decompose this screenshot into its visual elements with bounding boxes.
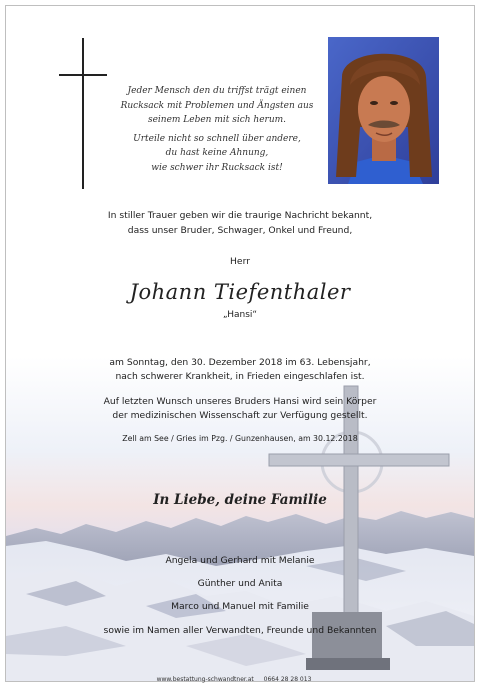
relative-entry: Marco und Manuel mit Familie xyxy=(171,601,309,613)
deceased-name: Johann Tiefenthaler xyxy=(129,280,351,304)
announcement-line: dass unser Bruder, Schwager, Onkel und Freund, xyxy=(127,224,353,236)
poem-line: seinem Leben mit sich herum. xyxy=(147,115,287,125)
body-donation-line: Auf letzten Wunsch unseres Bruders Hansi wird sein Körper xyxy=(103,396,377,407)
poem-line: wie schwer ihr Rucksack ist! xyxy=(151,162,283,173)
poem-line: Urteile nicht so schnell über andere, xyxy=(133,133,301,144)
family-signature: In Liebe, deine Familie xyxy=(153,492,327,508)
announcement-line: In stiller Trauer geben wir die traurige Nachricht bekannt, xyxy=(107,210,373,221)
obituary-card xyxy=(5,5,475,682)
portrait-photo xyxy=(328,37,439,184)
announcement xyxy=(6,209,474,238)
relative-entry: sowie im Namen aller Verwandten, Freunde und Bekannten xyxy=(103,624,377,636)
mourning-cross-horizontal xyxy=(59,74,107,76)
place-and-date: Zell am See / Gries im Pzg. / Gunzenhausen, am 30.12.2018 xyxy=(122,434,358,443)
footer-website: www.bestattung-schwandtner.at xyxy=(156,676,254,683)
mourning-cross-vertical xyxy=(82,38,84,189)
death-notice-line: nach schwerer Krankheit, in Frieden eingeschlafen ist. xyxy=(115,371,365,382)
relative-entry: Günther und Anita xyxy=(197,578,283,590)
nickname: „Hansi“ xyxy=(222,310,258,320)
poem-line: Jeder Mensch den du triffst trägt einen xyxy=(127,86,307,96)
body-donation-notice xyxy=(6,395,474,423)
footer xyxy=(0,676,468,683)
relatives-list xyxy=(6,549,474,642)
body-donation-line: der medizinischen Wissenschaft zur Verfügung gestellt. xyxy=(112,410,368,421)
poem xyxy=(102,84,332,175)
footer-phone: 0664 28 28 013 xyxy=(263,676,312,683)
poem-line: Rucksack mit Problemen und Ängsten aus xyxy=(120,100,314,111)
relative-entry: Angela und Gerhard mit Melanie xyxy=(165,555,315,566)
poem-line: du hast keine Ahnung, xyxy=(165,148,269,158)
salutation: Herr xyxy=(230,256,250,267)
death-notice xyxy=(6,356,474,384)
death-notice-line: am Sonntag, den 30. Dezember 2018 im 63. Lebensjahr, xyxy=(109,357,371,368)
